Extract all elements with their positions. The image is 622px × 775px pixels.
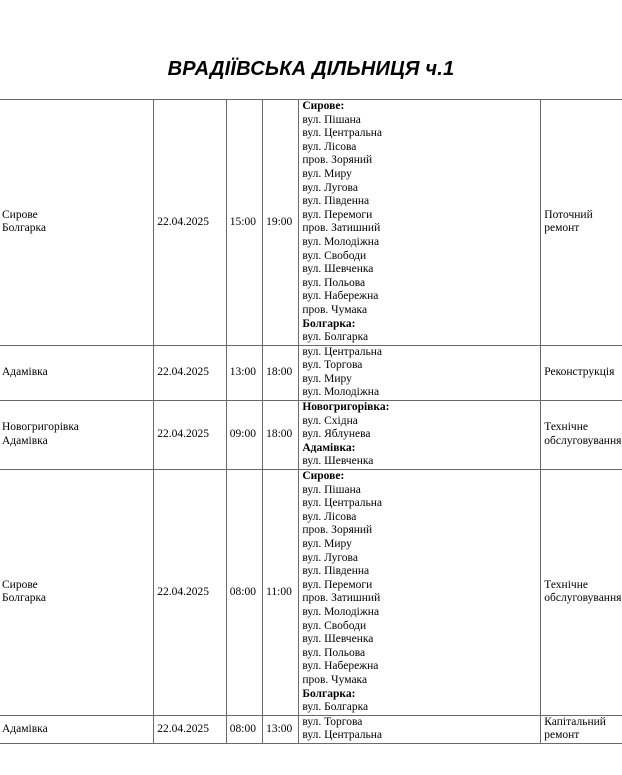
street-name: вул. Лугова [302,181,358,194]
settlements-cell [0,345,154,400]
reason-text: ремонт [544,729,580,742]
street-name: вул. Шевченка [302,633,374,646]
settlement-name: Сирове [2,578,38,591]
street-name: вул. Південна [302,565,370,578]
streets-cell [299,100,541,346]
street-name: вул. Шевченка [302,263,374,276]
table-row [0,470,622,716]
reason-cell [541,470,622,716]
reason-cell [541,715,622,743]
street-name: пров. Затишний [302,592,381,605]
street-name: вул. Пішана [302,483,361,496]
street-name: вул. Польова [302,276,366,289]
street-name: вул. Центральна [302,729,383,742]
settlement-name: Сирове [2,208,38,221]
start-time-cell: 08:00 [226,715,262,743]
street-name: вул. Лугова [302,551,358,564]
settlement-name: Болгарка [2,592,47,605]
street-name: вул. Миру [302,372,352,385]
settlement-name: Адамівка [2,435,48,448]
street-name: вул. Перемоги [302,578,373,591]
reason-cell [541,100,622,346]
street-name: вул. Набережна [302,660,379,673]
street-name: пров. Чумака [302,673,368,686]
end-time-cell: 18:00 [263,345,299,400]
reason-text: ремонт [544,222,580,235]
end-time-cell: 18:00 [263,401,299,470]
settlement-name: Болгарка [2,222,47,235]
street-name: вул. Центральна [302,127,383,140]
start-time-cell: 13:00 [226,345,262,400]
street-name: вул. Лісова [302,510,357,523]
date-cell: 22.04.2025 [154,401,227,470]
date-cell: 22.04.2025 [154,470,227,716]
end-time-cell: 19:00 [263,100,299,346]
street-name: вул. Центральна [302,345,383,358]
street-name: вул. Молодіжна [302,235,380,248]
street-name: вул. Східна [302,414,358,427]
street-name: вул. Молодіжна [302,605,380,618]
street-name: пров. Чумака [302,303,368,316]
start-time-cell: 15:00 [226,100,262,346]
settlement-name: Новогригорівка [2,421,79,434]
reason-cell [541,401,622,470]
street-name: пров. Зоряний [302,524,373,537]
street-name: вул. Торгова [302,715,363,728]
streets-cell [299,401,541,470]
reason-text: Технічне [544,421,588,434]
date-cell: 22.04.2025 [154,345,227,400]
street-name: пров. Затишний [302,222,381,235]
table-body [0,100,622,744]
reason-text: Поточний [544,208,593,221]
table-row [0,401,622,470]
streets-cell [299,345,541,400]
end-time-cell: 13:00 [263,715,299,743]
street-name: вул. Миру [302,538,352,550]
reason-text: Капітальний [544,715,606,728]
reason-text: обслуговування [544,592,622,605]
start-time-cell: 08:00 [226,470,262,716]
street-name: вул. Польова [302,646,366,659]
street-name: вул. Молодіжна [302,386,380,399]
street-name: вул. Набережна [302,290,379,303]
reason-text: Реконструкція [544,366,615,379]
street-name: вул. Свободи [302,619,367,632]
street-name: вул. Лісова [302,140,357,153]
date-cell: 22.04.2025 [154,715,227,743]
settlements-cell [0,715,154,743]
settlement-header: Сирове: [302,100,345,112]
street-name: вул. Пішана [302,113,361,126]
settlement-header: Сирове: [302,470,345,483]
street-name: вул. Центральна [302,497,383,510]
street-name: вул. Миру [302,167,352,180]
street-name: вул. Перемоги [302,208,373,221]
page-title: ВРАДІЇВСЬКА ДІЛЬНИЦЯ ч.1 [167,58,455,80]
streets-cell [299,715,541,743]
reason-text: Технічне [544,578,588,591]
street-name: вул. Свободи [302,249,367,262]
street-name: вул. Болгарка [302,701,369,714]
settlement-name: Адамівка [2,722,48,735]
street-name: вул. Торгова [302,359,363,372]
street-name: вул. Яблунева [302,428,371,441]
end-time-cell: 11:00 [263,470,299,716]
start-time-cell: 09:00 [226,401,262,470]
street-name: вул. Шевченка [302,455,374,468]
table-row [0,345,622,400]
table-row [0,715,622,743]
date-cell: 22.04.2025 [154,100,227,346]
settlements-cell [0,401,154,470]
reason-cell [541,345,622,400]
settlements-cell [0,470,154,716]
street-name: пров. Зоряний [302,154,373,167]
settlement-header: Адамівка: [302,441,356,454]
streets-cell [299,470,541,716]
settlement-header: Болгарка: [302,687,356,700]
street-name: вул. Південна [302,195,370,208]
settlements-cell [0,100,154,346]
settlement-header: Новогригорівка: [302,401,390,414]
settlement-header: Болгарка: [302,317,356,330]
table-row [0,100,622,346]
outage-schedule-table [0,99,622,744]
reason-text: обслуговування [544,435,622,448]
settlement-name: Адамівка [2,366,48,379]
street-name: вул. Болгарка [302,331,369,344]
